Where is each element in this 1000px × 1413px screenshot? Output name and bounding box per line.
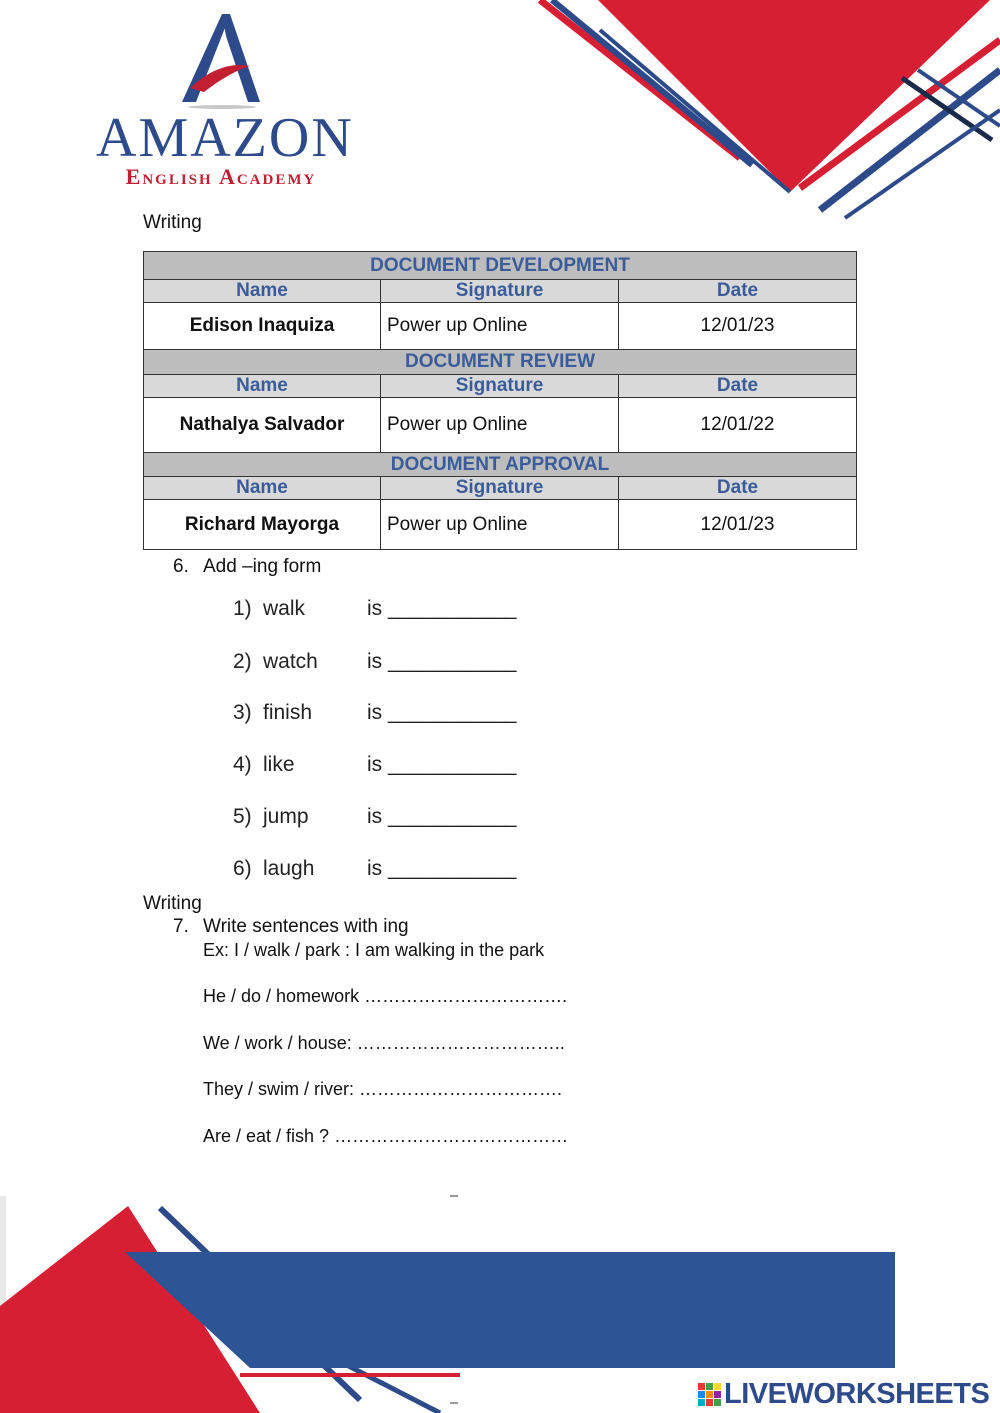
table-column-headers (144, 280, 857, 303)
item-word: finish (263, 701, 313, 724)
exercise-title: Write sentences with ing (203, 916, 409, 937)
column-header-name: Name (144, 375, 381, 398)
name-cell: Nathalya Salvador (144, 398, 381, 453)
answer-blank[interactable]: is ___________ (367, 650, 517, 673)
sentence-prompt[interactable]: We / work / house: …………………………….. (203, 1033, 565, 1053)
item-number: 6) (233, 857, 252, 880)
item-number: 3) (233, 701, 252, 724)
list-item (233, 805, 516, 829)
list-item (233, 701, 516, 725)
list-item (233, 597, 516, 621)
column-header-date: Date (619, 477, 857, 500)
brand-a-logo-icon (170, 10, 270, 110)
table-column-headers (144, 477, 857, 500)
table-section-header (144, 350, 857, 375)
column-header-signature: Signature (381, 375, 619, 398)
brand-subtitle: English Academy (125, 164, 317, 189)
liveworksheets-icon (698, 1383, 722, 1407)
name-cell: Edison Inaquiza (144, 303, 381, 350)
column-header-name: Name (144, 280, 381, 303)
column-header-signature: Signature (381, 280, 619, 303)
item-word: watch (263, 650, 318, 673)
example-sentence: Ex: I / walk / park : I am walking in the park (203, 940, 545, 960)
liveworksheets-logo (698, 1378, 989, 1411)
sentence-prompt[interactable]: They / swim / river: ……………………………. (203, 1079, 563, 1099)
table-row (144, 500, 857, 550)
section-label-writing-bottom: Writing (143, 893, 202, 914)
column-header-date: Date (619, 280, 857, 303)
table-row (144, 398, 857, 453)
brand-name: AMAZON (96, 107, 354, 169)
item-word: walk (263, 597, 306, 620)
exercise-7-heading (173, 916, 409, 938)
exercise-number: 7. (173, 916, 189, 937)
document-control-table (143, 251, 857, 550)
table-section-header (144, 453, 857, 477)
table-section-header (144, 252, 857, 280)
column-header-signature: Signature (381, 477, 619, 500)
signature-cell: Power up Online (381, 303, 619, 350)
section-title: DOCUMENT DEVELOPMENT (144, 252, 857, 280)
column-header-date: Date (619, 375, 857, 398)
section-label-writing-top: Writing (143, 212, 202, 233)
sentence-prompt[interactable]: Are / eat / fish ? ………………………………… (203, 1126, 569, 1146)
table-column-headers (144, 375, 857, 398)
sentence-prompt[interactable]: He / do / homework ……………………………. (203, 986, 568, 1006)
answer-blank[interactable]: is ___________ (367, 753, 517, 776)
list-item (233, 753, 516, 777)
item-number: 5) (233, 805, 252, 828)
signature-cell: Power up Online (381, 398, 619, 453)
list-item (233, 650, 516, 674)
exercise-title: Add –ing form (203, 556, 322, 577)
exercise-6-heading (173, 556, 321, 578)
item-number: 2) (233, 650, 252, 673)
liveworksheets-text: LIVEWORKSHEETS (724, 1378, 990, 1410)
date-cell: 12/01/23 (619, 500, 857, 550)
answer-blank[interactable]: is ___________ (367, 701, 517, 724)
answer-blank[interactable]: is ___________ (367, 805, 517, 828)
item-word: laugh (263, 857, 315, 880)
signature-cell: Power up Online (381, 500, 619, 550)
column-header-name: Name (144, 477, 381, 500)
section-title: DOCUMENT REVIEW (144, 350, 857, 375)
exercise-number: 6. (173, 556, 189, 577)
item-word: like (263, 753, 295, 776)
date-cell: 12/01/22 (619, 398, 857, 453)
item-number: 4) (233, 753, 252, 776)
item-number: 1) (233, 597, 252, 620)
table-row (144, 303, 857, 350)
date-cell: 12/01/23 (619, 303, 857, 350)
answer-blank[interactable]: is ___________ (367, 857, 517, 880)
section-title: DOCUMENT APPROVAL (144, 453, 857, 477)
answer-blank[interactable]: is ___________ (367, 597, 517, 620)
item-word: jump (263, 805, 309, 828)
list-item (233, 857, 516, 881)
name-cell: Richard Mayorga (144, 500, 381, 550)
